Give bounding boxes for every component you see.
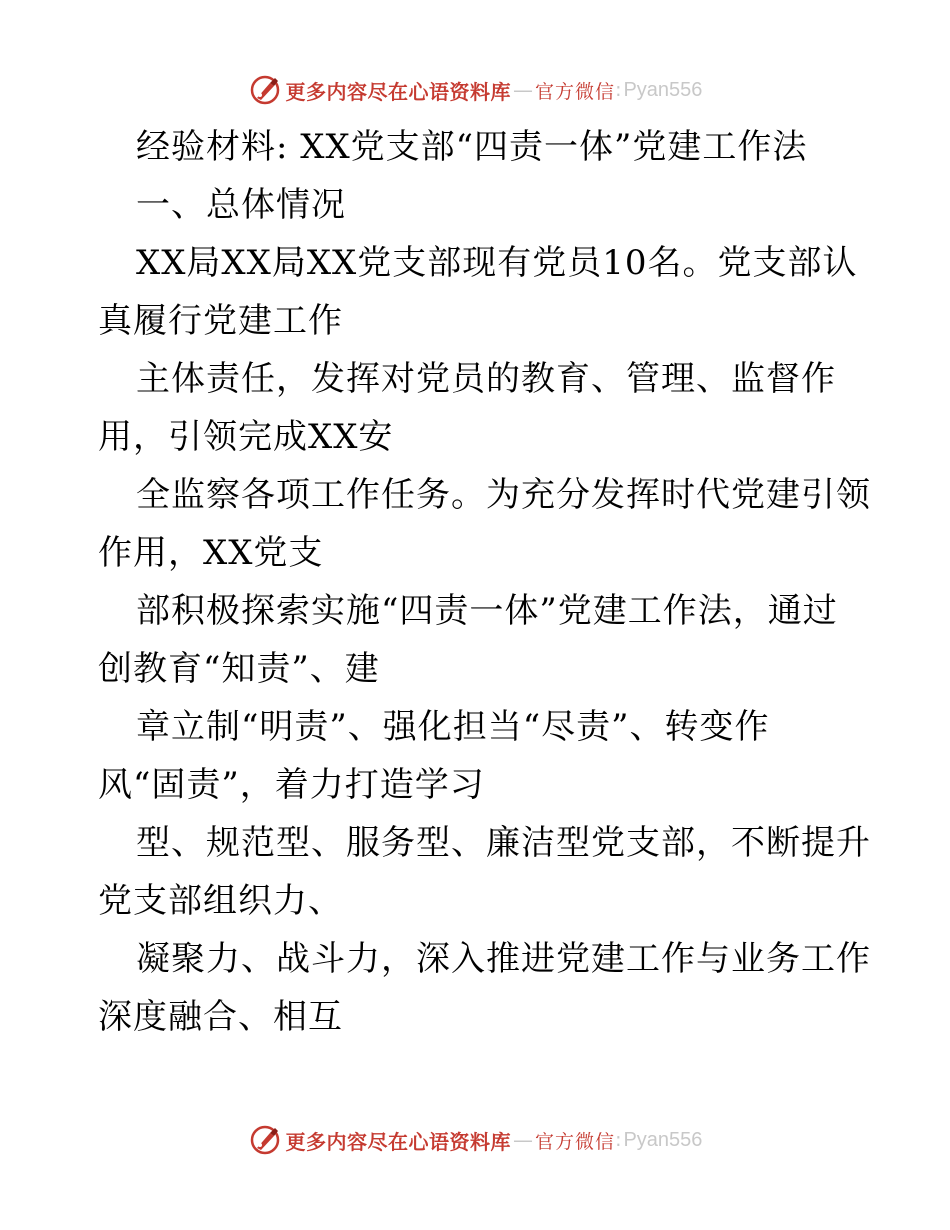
header-watermark (0, 70, 950, 110)
document-body (98, 118, 871, 1046)
paragraph-line: 创教育“知责”、建 (98, 649, 380, 689)
paragraph-line: XX局XX局XX党支部现有党员10名。党支部认 (136, 243, 858, 283)
paragraph-line: 深度融合、相互 (98, 997, 343, 1037)
paragraph-line: 主体责任，发挥对党员的教育、管理、监督作 (136, 359, 836, 399)
watermark-sub-text: 官方微信 (535, 80, 616, 103)
watermark-main-text: 更多内容尽在心语资料库 (285, 79, 512, 104)
paragraph-line: 凝聚力、战斗力，深入推进党建工作与业务工作 (136, 939, 871, 979)
pen-logo-icon (248, 1123, 282, 1157)
paragraph-line: 部积极探索实施“四责一体”党建工作法，通过 (136, 591, 838, 631)
paragraph-line: 全监察各项工作任务。为充分发挥时代党建引领 (136, 475, 871, 515)
paragraph-line: 风“固责”，着力打造学习 (98, 765, 485, 805)
watermark-sub-text: 官方微信 (535, 1130, 616, 1153)
paragraph-line: 真履行党建工作 (98, 301, 343, 341)
watermark-dash: — (513, 78, 534, 102)
watermark-separator: : (615, 79, 622, 101)
watermark-dash: — (513, 1128, 534, 1152)
paragraph-line: 型、规范型、服务型、廉洁型党支部，不断提升 (136, 823, 871, 863)
watermark-separator: : (615, 1129, 622, 1151)
footer-watermark (0, 1120, 950, 1160)
paragraph-line: 作用，XX党支 (98, 533, 324, 573)
watermark-wechat-id: Pyan556 (623, 1128, 703, 1151)
paragraph-line: 党支部组织力、 (98, 881, 343, 921)
section-heading: 一、总体情况 (136, 185, 346, 225)
paragraph-line: 用，引领完成XX安 (98, 417, 394, 457)
watermark-main-text: 更多内容尽在心语资料库 (285, 1129, 512, 1154)
document-title: 经验材料: XX党支部“四责一体”党建工作法 (136, 127, 808, 167)
paragraph-line: 章立制“明责”、强化担当“尽责”、转变作 (136, 707, 770, 747)
watermark-wechat-id: Pyan556 (623, 78, 703, 101)
pen-logo-icon (248, 73, 282, 107)
